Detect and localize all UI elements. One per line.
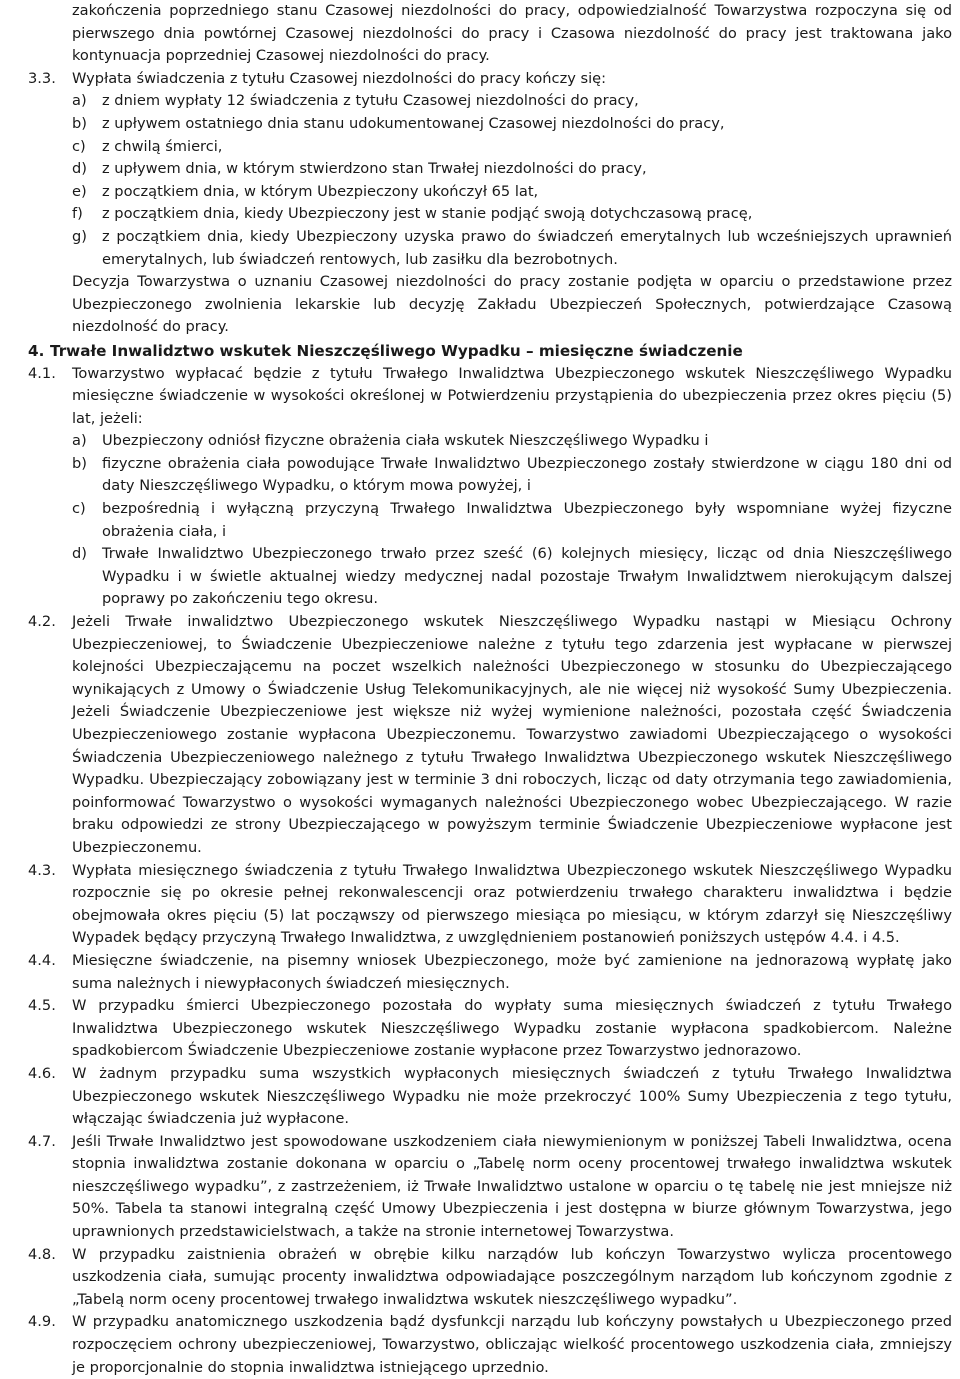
clause-number: 4.5.	[28, 997, 56, 1015]
clause-text: W przypadku anatomicznego uszkodzenia bądź dysfunkcji narządu lub kończyny powstałych u Ubezpieczonego przed rozpoczęciem ochrony ubezpieczeniowej, Towarzystwo, obliczając wielkość procentowego uszkodzenia ciała, zmniejszy je proporcjonalnie do stopnia inwalidztwa istniejącego uprzednio.	[72, 1313, 952, 1376]
list-text: Ubezpieczony odniósł fizyczne obrażenia ciała wskutek Nieszczęśliwego Wypadku i	[102, 432, 709, 450]
clause-number: 4.9.	[28, 1313, 56, 1331]
clause-number: 3.3.	[28, 69, 56, 87]
list-item	[28, 226, 952, 271]
clause-number: 4.3.	[28, 861, 56, 879]
clause-text: Towarzystwo wypłacać będzie z tytułu Trwałego Inwalidztwa Ubezpieczonego wskutek Nieszczęśliwego Wypadku miesięczne świadczenie w wysokości określonej w Potwierdzeniu przystąpienia do ubezpieczenia przez okres pięciu (5) lat, jeżeli:	[72, 364, 952, 427]
clause-4-6	[28, 1063, 952, 1131]
clause-4-5	[28, 995, 952, 1063]
list-item	[28, 158, 952, 181]
list-letter: a)	[72, 432, 87, 450]
list-letter: a)	[72, 92, 87, 110]
list-letter: c)	[72, 500, 86, 518]
list-text: z upływem ostatniego dnia stanu udokumentowanej Czasowej niezdolności do pracy,	[102, 114, 725, 132]
clause-text: W przypadku zaistnienia obrażeń w obrębie kilku narządów lub kończyn Towarzystwo wylicza procentowego uszkodzenia ciała, sumując procenty inwalidztwa odpowiadające poszczególnym narządom lub kończynom zgodnie z „Tabelą norm oceny procentowej trwałego inwalidztwa wskutek nieszczęśliwego wypadku”.	[72, 1245, 952, 1308]
list-text: z chwilą śmierci,	[102, 137, 223, 155]
clause-number: 4.1.	[28, 364, 56, 382]
list-text: z upływem dnia, w którym stwierdzono stan Trwałej niezdolności do pracy,	[102, 160, 647, 178]
list-item	[28, 430, 952, 453]
section-heading	[28, 340, 952, 363]
clause-4-9	[28, 1311, 952, 1379]
clause-4-8	[28, 1244, 952, 1312]
list-text: z początkiem dnia, kiedy Ubezpieczony jest w stanie podjąć swoją dotychczasową pracę,	[102, 205, 753, 223]
list-item	[28, 453, 952, 498]
list-item	[28, 181, 952, 204]
list-letter: b)	[72, 114, 87, 132]
clause-text: W przypadku śmierci Ubezpieczonego pozostała do wypłaty suma miesięcznych świadczeń z tytułu Trwałego Inwalidztwa Ubezpieczonego wskutek Nieszczęśliwego Wypadku zostanie wypłacona spadkobiercom. Należne spadkobiercom Świadczenie Ubezpieczeniowe zostanie wypłacone przez Towarzystwo jednorazowo.	[72, 997, 952, 1060]
list-item	[28, 113, 952, 136]
list-letter: c)	[72, 137, 86, 155]
clause-4-4	[28, 950, 952, 995]
clause-text: Jeśli Trwałe Inwalidztwo jest spowodowane uszkodzeniem ciała niewymienionym w poniższej Tabeli Inwalidztwa, ocena stopnia inwalidztwa zostanie dokonana w oparciu o „Tabelę norm oceny procentowej trwałego inwalidztwa wskutek nieszczęśliwego wypadku”, z zastrzeżeniem, iż Trwałe Inwalidztwo ustalone w oparciu o tę tabelę nie jest mniejsze niż 50%. Tabela ta stanowi integralną część Umowy Ubezpieczenia i jest dostępna w biurze głównym Towarzystwa, jego uprawnionych przedstawicielstwach, a także na stronie internetowej Towarzystwa.	[72, 1132, 952, 1241]
clause-number: 4.8.	[28, 1245, 56, 1263]
list-text: Trwałe Inwalidztwo Ubezpieczonego trwało przez sześć (6) kolejnych miesięcy, licząc od dnia Nieszczęśliwego Wypadku i w świetle aktualnej wiedzy medycznej nadal pozostaje Trwałym Inwalidztwem nierokującym dalszej poprawy po zakończeniu tego okresu.	[102, 545, 952, 608]
list-text: z początkiem dnia, w którym Ubezpieczony ukończył 65 lat,	[102, 182, 539, 200]
clause-number: 4.7.	[28, 1132, 56, 1150]
list-text: z początkiem dnia, kiedy Ubezpieczony uzyska prawo do świadczeń emerytalnych lub wcześniejszych uprawnień emerytalnych, lub świadczeń rentowych, lub zasiłku dla bezrobotnych.	[102, 227, 952, 268]
clause-text: Jeżeli Trwałe inwalidztwo Ubezpieczonego wskutek Nieszczęśliwego Wypadku nastąpi w Miesiącu Ochrony Ubezpieczeniowej, to Świadczenie Ubezpieczeniowe należne z tytułu tego zdarzenia jest wypłacane w pierwszej kolejności Ubezpieczającemu na poczet wszelkich należności Ubezpieczonego w stosunku do Ubezpieczającego wynikających z Umowy o Świadczenie Usług Telekomunikacyjnych, ale nie więcej niż wysokość Sumy Ubezpieczenia. Jeżeli Świadczenie Ubezpieczeniowe jest większe niż wyżej wymienione należności, pozostała część Świadczenia Ubezpieczeniowego zostanie wypłacona Ubezpieczonemu. Towarzystwo zawiadomi Ubezpieczającego o wysokości Świadczenia Ubezpieczeniowego należnego z tytułu Trwałego Inwalidztwa Ubezpieczonego wskutek Nieszczęśliwego Wypadku. Ubezpieczający zobowiązany jest w terminie 3 dni roboczych, licząc od daty otrzymania tego zawiadomienia, poinformować Towarzystwo o wysokości wymaganych należności Ubezpieczonego wobec Ubezpieczającego. W razie braku odpowiedzi ze strony Ubezpieczającego w powyższym terminie Świadczenie Ubezpieczeniowe wypłacone jest Ubezpieczonemu.	[72, 613, 952, 856]
section-number: 4.	[28, 341, 45, 360]
clause-4-7	[28, 1131, 952, 1244]
list-item	[28, 203, 952, 226]
list-text: fizyczne obrażenia ciała powodujące Trwałe Inwalidztwo Ubezpieczonego zostały stwierdzone w ciągu 180 dni od daty Nieszczęśliwego Wypadku, o którym mowa powyżej, i	[102, 454, 952, 495]
list-letter: e)	[72, 182, 87, 200]
clause-text: Miesięczne świadczenie, na pisemny wniosek Ubezpieczonego, może być zamienione na jednorazową wypłatę jako suma należnych i niewypłaconych świadczeń miesięcznych.	[72, 951, 952, 992]
list-letter: b)	[72, 454, 87, 472]
list-letter: g)	[72, 227, 87, 245]
list-letter: d)	[72, 160, 87, 178]
clause-number: 4.4.	[28, 951, 56, 969]
list-letter: d)	[72, 545, 87, 563]
list-text: z dniem wypłaty 12 świadczenia z tytułu Czasowej niezdolności do pracy,	[102, 92, 639, 110]
clause-text: Wypłata świadczenia z tytułu Czasowej niezdolności do pracy kończy się:	[72, 69, 607, 87]
list-letter: f)	[72, 205, 83, 223]
list-item	[28, 498, 952, 543]
continuation-paragraph: zakończenia poprzedniego stanu Czasowej niezdolności do pracy, odpowiedzialność Towarzystwa rozpoczyna się od pierwszego dnia powtórnej Czasowej niezdolności do pracy i Czasowa niezdolność do pracy jest traktowana jako kontynuacja poprzedniej Czasowej niezdolności do pracy.	[72, 2, 952, 65]
clause-4-2	[28, 611, 952, 860]
clause-text: W żadnym przypadku suma wszystkich wypłaconych miesięcznych świadczeń z tytułu Trwałego Inwalidztwa Ubezpieczonego wskutek Nieszczęśliwego Wypadku nie może przekroczyć 100% Sumy Ubezpieczenia z tego tytułu, włączając świadczenia już wypłacone.	[72, 1064, 952, 1128]
clause-closing-paragraph: Decyzja Towarzystwa o uznaniu Czasowej niezdolności do pracy zostanie podjęta w oparciu o przedstawione przez Ubezpieczonego zwolnienia lekarskie lub decyzję Zakładu Ubezpieczeń Społecznych, potwierdzające Czasową niezdolność do pracy.	[72, 273, 952, 336]
list-item	[28, 90, 952, 113]
list-item	[28, 543, 952, 611]
clause-4-1	[28, 363, 952, 431]
clause-number: 4.6.	[28, 1064, 56, 1082]
list-text: bezpośrednią i wyłączną przyczyną Trwałego Inwalidztwa Ubezpieczonego były wspomniane wyżej fizyczne obrażenia ciała, i	[102, 500, 952, 540]
list-item	[28, 136, 952, 159]
clause-4-3	[28, 860, 952, 950]
clause-3-3	[28, 68, 952, 91]
section-title: Trwałe Inwalidztwo wskutek Nieszczęśliwego Wypadku – miesięczne świadczenie	[50, 341, 743, 360]
clause-number: 4.2.	[28, 613, 56, 631]
clause-text: Wypłata miesięcznego świadczenia z tytułu Trwałego Inwalidztwa Ubezpieczonego wskutek Nieszczęśliwego Wypadku rozpocznie się po okresie pełnej rekonwalescencji oraz potwierdzeniu trwałego charakteru inwalidztwa i będzie obejmowała okres pięciu (5) lat począwszy od pierwszego miesiąca po miesiącu, w którym zdarzył się Nieszczęśliwy Wypadek będący przyczyną Trwałego Inwalidztwa, z uwzględnieniem postanowień poniższych ustępów 4.4. i 4.5.	[72, 861, 952, 947]
